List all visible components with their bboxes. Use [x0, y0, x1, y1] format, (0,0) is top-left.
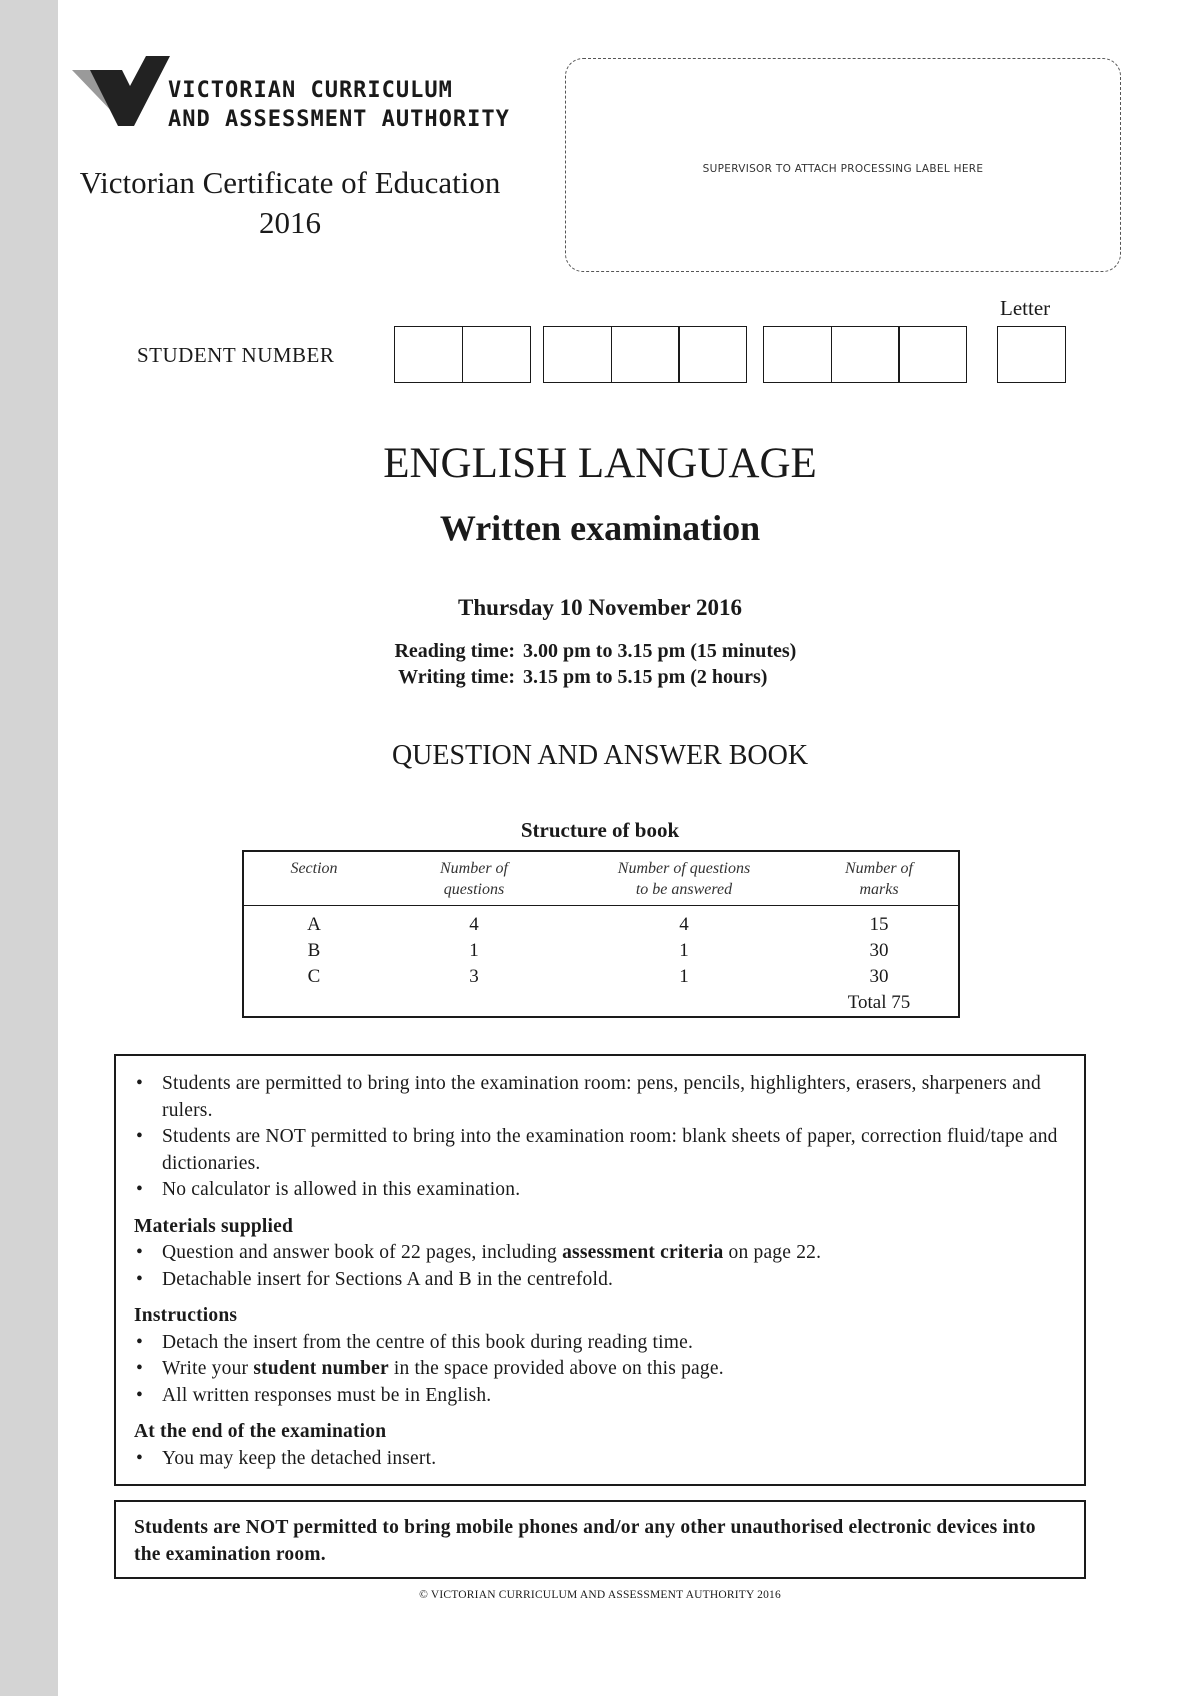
reading-time-value: 3.00 pm to 3.15 pm (15 minutes) [523, 640, 797, 662]
certificate-title [60, 163, 520, 243]
authority-line-2: AND ASSESSMENT AUTHORITY [168, 107, 510, 132]
cell-questions: 4 [469, 914, 479, 935]
list-item [134, 1240, 1066, 1267]
cell-answered: 4 [679, 914, 689, 935]
cell-section: A [307, 914, 321, 935]
table-row [244, 964, 958, 990]
book-title: QUESTION AND ANSWER BOOK [391, 740, 809, 771]
cell-section: C [307, 966, 321, 987]
vcaa-tick-icon [72, 56, 182, 136]
exam-subtitle: Written examination [439, 508, 761, 548]
list-item: • Students are permitted to bring into the examination room: pens, pencils, highlighters, erasers, sharpeners and rulers. [134, 1071, 1066, 1124]
writing-time-label: Writing time: [398, 666, 515, 688]
total-marks: Total 75 [847, 992, 911, 1013]
student-letter-box[interactable] [997, 326, 1066, 383]
cell-questions: 1 [469, 940, 479, 961]
exam-times [370, 638, 796, 690]
student-number-digit-box[interactable] [394, 326, 463, 383]
student-number-digit-box[interactable] [831, 326, 900, 383]
list-item: • No calculator is allowed in this examination. [134, 1177, 1066, 1204]
list-item: • All written responses must be in English. [134, 1383, 1066, 1410]
student-number-group-1 [394, 326, 531, 383]
exam-title: ENGLISH LANGUAGE [383, 440, 817, 487]
student-number-label: STUDENT NUMBER [137, 343, 335, 367]
table-total-row [244, 990, 958, 1016]
cell-marks: 30 [869, 940, 889, 961]
processing-label-text: SUPERVISOR TO ATTACH PROCESSING LABEL HERE [702, 163, 984, 175]
cell-questions: 3 [469, 966, 479, 987]
certificate-year: 2016 [259, 205, 321, 240]
materials-list [134, 1240, 1066, 1293]
assessment-criteria-emphasis: assessment criteria [562, 1242, 724, 1263]
header-number-of-marks-line-1: Number of [845, 860, 913, 877]
reading-time-label: Reading time: [394, 640, 515, 662]
header-number-of-questions-line-1: Number of [440, 860, 508, 877]
header-questions-to-answer-line-1: Number of questions [617, 860, 751, 877]
permitted-items-list [134, 1071, 1066, 1204]
student-letter-group [997, 326, 1066, 383]
student-number-digit-box[interactable] [462, 326, 531, 383]
header-section-text: Section [290, 860, 338, 877]
student-number-digit-box[interactable] [543, 326, 612, 383]
student-number-digit-box[interactable] [611, 326, 680, 383]
student-number-group-3 [763, 326, 967, 383]
instruction-text-end: in the space provided above on this page. [388, 1358, 724, 1379]
instructions-box [114, 1054, 1086, 1486]
header-number-of-marks-line-2: marks [859, 881, 899, 898]
header-questions-to-answer-line-2: to be answered [635, 881, 733, 898]
student-number-digit-box[interactable] [763, 326, 832, 383]
cell-section: B [307, 940, 321, 961]
table-row [244, 912, 958, 938]
total-spacer [244, 990, 804, 1016]
list-item: • Detach the insert from the centre of this book during reading time. [134, 1330, 1066, 1357]
vcaa-logo [72, 56, 512, 136]
list-item [134, 1356, 1066, 1383]
mobile-phone-warning: Students are NOT permitted to bring mobile phones and/or any other unauthorised electronic devices into the examination room. [114, 1500, 1086, 1579]
instruction-text: Write your [162, 1358, 254, 1379]
table-row [244, 938, 958, 964]
binding-strip [0, 0, 58, 1696]
list-item: • Students are NOT permitted to bring into the examination room: blank sheets of paper, correction fluid/tape and dictionaries. [134, 1124, 1066, 1177]
authority-line-1: VICTORIAN CURRICULUM [168, 78, 453, 103]
letter-label: Letter [1000, 296, 1051, 320]
student-number-emphasis: student number [253, 1358, 389, 1379]
cell-marks: 30 [869, 966, 889, 987]
list-item: • You may keep the detached insert. [134, 1446, 1066, 1473]
cell-answered: 1 [679, 940, 689, 961]
structure-table [242, 850, 960, 1018]
structure-table-header [244, 852, 958, 906]
structure-caption: Structure of book [520, 818, 680, 842]
materials-heading: Materials supplied [134, 1215, 294, 1237]
instructions-heading: Instructions [134, 1305, 238, 1326]
writing-time-value: 3.15 pm to 5.15 pm (2 hours) [523, 666, 768, 688]
copyright-notice: © VICTORIAN CURRICULUM AND ASSESSMENT AUTHORITY 2016 [419, 1589, 781, 1601]
header-questions-to-answer [564, 852, 804, 905]
cell-answered: 1 [679, 966, 689, 987]
certificate-name: Victorian Certificate of Education [79, 165, 501, 200]
instructions-list [134, 1330, 1066, 1410]
exam-date: Thursday 10 November 2016 [458, 595, 742, 620]
end-of-exam-heading: At the end of the examination [134, 1421, 387, 1442]
header-number-of-marks [804, 852, 954, 905]
student-number-digit-box[interactable] [898, 326, 967, 383]
student-number-digit-box[interactable] [678, 326, 747, 383]
end-of-exam-list [134, 1446, 1066, 1473]
header-section [244, 852, 384, 905]
list-item: • Detachable insert for Sections A and B in the centrefold. [134, 1267, 1066, 1294]
header-number-of-questions-line-2: questions [443, 881, 505, 898]
writing-time-row [370, 664, 796, 690]
authority-name [168, 76, 510, 134]
student-number-group-2 [543, 326, 747, 383]
header-number-of-questions [384, 852, 564, 905]
materials-text-end: on page 22. [723, 1242, 822, 1263]
reading-time-row [370, 638, 796, 664]
materials-text: Question and answer book of 22 pages, including [162, 1242, 563, 1263]
processing-label-area [565, 58, 1121, 272]
cell-marks: 15 [869, 914, 889, 935]
structure-table-body [244, 906, 958, 1016]
